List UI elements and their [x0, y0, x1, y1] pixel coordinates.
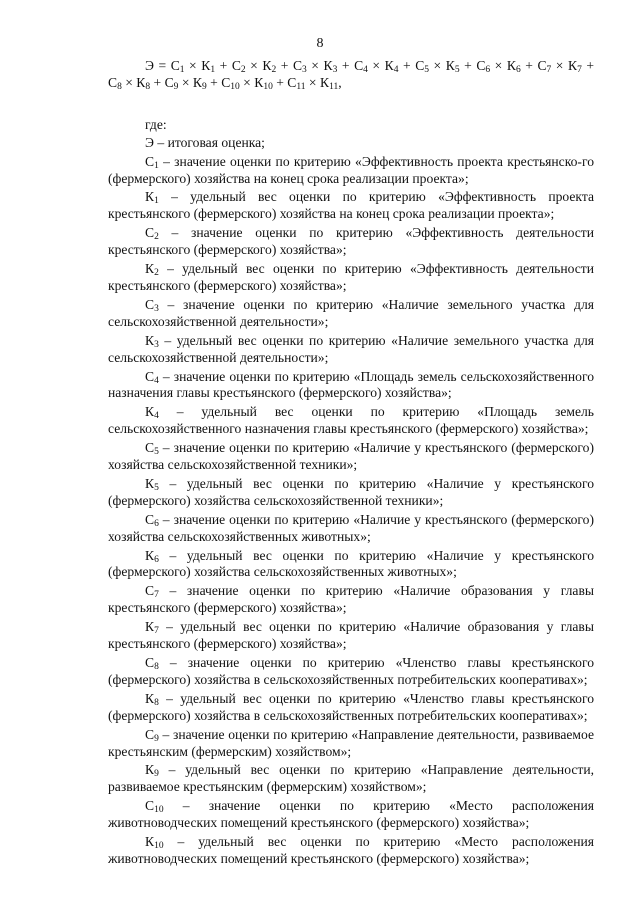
definition-subscript: 4: [154, 411, 159, 422]
formula-k-subscript: 4: [393, 65, 399, 75]
formula-term: $С_1 \times К_1$: [170, 58, 216, 75]
formula-k-symbol: К: [568, 58, 578, 73]
definition-subscript: 2: [154, 232, 159, 243]
definition-subscript: 5: [154, 447, 159, 458]
formula-k-symbol: К: [445, 58, 455, 73]
definition-subscript: 3: [154, 339, 159, 350]
definition-symbol: С: [145, 511, 155, 527]
definition-symbol: К: [145, 834, 155, 850]
definition-symbol: К: [145, 332, 155, 348]
definition-text: – удельный вес оценки по критерию «Наличие образования у главы крестьянского (фермерского) хозяйства»;: [108, 619, 594, 652]
definition-item: [108, 833, 594, 869]
definition-symbol: С: [145, 153, 155, 169]
definition-text: – значение оценки по критерию «Наличие у крестьянского (фермерского) хозяйства сельскохозяйственной техники»;: [108, 440, 594, 473]
definition-item: [108, 582, 594, 618]
formula-k-symbol: К: [201, 58, 211, 73]
formula-term: $С_4 \times К_4$: [354, 58, 399, 75]
definition-text: – удельный вес оценки по критерию «Площадь земель сельскохозяйственного назначения главы крестьянского (фермерского) хозяйства»;: [108, 404, 594, 437]
definition-symbol: С: [145, 655, 155, 670]
definition-symbol: К: [145, 690, 155, 706]
definition-item: [108, 511, 594, 547]
formula-k-symbol: К: [319, 74, 330, 90]
definition-symbol: С: [145, 368, 155, 384]
formula-k-subscript: 3: [332, 65, 338, 75]
formula-k-symbol: К: [506, 58, 516, 73]
definition-symbol: С: [145, 583, 155, 599]
formula-c-symbol: С: [164, 74, 174, 90]
definition-subscript: 9: [154, 733, 159, 744]
definition-subscript: 6: [154, 554, 159, 565]
definition-symbol: К: [145, 261, 155, 277]
formula-k-subscript: 1: [210, 65, 216, 75]
definition-item: [108, 134, 594, 153]
definition-text: – значение оценки по критерию «Членство главы крестьянского (фермерского) хозяйства в сельскохозяйственных потребительских кооперативах»;: [108, 655, 594, 687]
formula-c-symbol: С: [292, 58, 303, 73]
definition-symbol: К: [145, 619, 155, 635]
formula-k-symbol: К: [323, 58, 333, 73]
formula-c-symbol: С: [287, 74, 297, 90]
definition-symbol: С: [145, 296, 155, 312]
definition-item: [108, 618, 594, 654]
formula-k-symbol: К: [254, 74, 264, 90]
formula-k-subscript: 10: [263, 81, 273, 92]
definition-symbol: С: [145, 798, 155, 814]
formula-k-subscript: 5: [454, 65, 460, 75]
definition-item: [108, 439, 594, 475]
definition-item: [108, 797, 594, 833]
formula-c-symbol: С: [221, 74, 231, 90]
definition-item: [108, 403, 594, 439]
formula-c-symbol: С: [537, 58, 547, 73]
formula-term: $С_5 \times К_5$: [415, 58, 460, 75]
definition-text: – значение оценки по критерию «Эффективность деятельности крестьянского (фермерского) хозяйства»;: [108, 225, 594, 258]
definition-subscript: 1: [154, 196, 159, 207]
definition-symbol: С: [145, 440, 155, 456]
score-formula: $Э = С_1 \times К_1 + С_2 \times К_2 + С_3 \times К_3 + С_4 \times К_4 + С_5 \times К_5 + С_6 \times К_6 + С_7 \times К_7 + С_8 \times К_8 + С_9 \times К_9 + С_{10} \times К_{10} + С_{11} \times К_{11}$,: [108, 58, 595, 92]
formula-c-subscript: 8: [117, 81, 122, 92]
definition-text: – удельный вес оценки по критерию «Место расположения животноводческих помещений крестьянского (фермерского) хозяйства»;: [108, 834, 594, 866]
formula-k-subscript: 11: [329, 81, 339, 92]
formula-c-subscript: 9: [173, 81, 179, 92]
definition-text: – значение оценки по критерию «Наличие у крестьянского (фермерского) хозяйства сельскохозяйственных животных»;: [108, 511, 594, 544]
definition-symbol: К: [145, 475, 155, 491]
formula-c-symbol: С: [476, 58, 486, 73]
formula-c-subscript: 2: [240, 65, 246, 75]
definition-subscript: 7: [154, 590, 159, 601]
formula-c-symbol: С: [415, 58, 425, 73]
definition-text: – удельный вес оценки по критерию «Эффективность проекта крестьянского (фермерского) хозяйства на конец срока реализации проекта»;: [108, 189, 594, 222]
formula-c-subscript: 10: [230, 81, 240, 92]
definition-text: – значение оценки по критерию «Эффективность проекта крестьянско-го (фермерского) хозяйства на конец срока реализации проекта»;: [108, 153, 594, 186]
formula-c-subscript: 1: [179, 65, 185, 75]
definition-item: [108, 224, 594, 260]
definition-item: [108, 368, 594, 404]
definition-text: – значение оценки по критерию «Наличие земельного участка для сельскохозяйственной деятельности»;: [108, 296, 594, 329]
definition-text: – значение оценки по критерию «Наличие образования у главы крестьянского (фермерского) хозяйства»;: [108, 583, 594, 616]
definition-subscript: 10: [154, 841, 164, 852]
definition-subscript: 7: [154, 626, 159, 637]
definitions-list: [108, 134, 594, 869]
formula-c-subscript: 11: [296, 81, 306, 92]
definition-subscript: 2: [154, 268, 159, 279]
formula-c-symbol: С: [170, 58, 180, 73]
definition-symbol: К: [145, 547, 155, 563]
formula-c-symbol: С: [108, 74, 118, 90]
formula-term: $С_3 \times К_3$: [292, 58, 338, 75]
formula-c-subscript: 7: [546, 65, 552, 75]
definition-symbol: К: [145, 762, 155, 778]
definition-symbol: С: [145, 726, 155, 742]
formula-c-subscript: 4: [363, 65, 368, 75]
formula-result: Э =: [145, 58, 171, 73]
definition-subscript: 5: [154, 482, 159, 493]
formula-k-subscript: 8: [145, 81, 151, 92]
definition-subscript: 9: [154, 769, 159, 780]
definition-text: – удельный вес оценки по критерию «Эффективность деятельности крестьянского (фермерского) хозяйства»;: [108, 261, 594, 293]
definition-text: – значение оценки по критерию «Площадь земель сельскохозяйственного назначения главы крестьянского (фермерского) хозяйства»;: [108, 368, 594, 401]
definition-text: – итоговая оценка;: [153, 134, 265, 150]
definition-text: – значение оценки по критерию «Направление деятельности, развиваемое крестьянским (фермерским) хозяйством»;: [108, 726, 594, 759]
definition-item: [108, 188, 594, 224]
definition-subscript: 10: [154, 805, 164, 816]
formula-k-subscript: 6: [515, 65, 521, 75]
formula-term: $С_2 \times К_2$: [231, 58, 277, 75]
definition-subscript: 4: [154, 375, 159, 386]
definition-text: – удельный вес оценки по критерию «Членство главы крестьянского (фермерского) хозяйства в сельскохозяйственных потребительских кооперативах»;: [108, 690, 594, 723]
definition-text: – удельный вес оценки по критерию «Наличие земельного участка для сельскохозяйственной деятельности»;: [108, 332, 594, 365]
formula-c-subscript: 5: [424, 65, 430, 75]
formula-term: $С_9 \times К_9$: [164, 74, 207, 92]
formula-c-symbol: С: [354, 58, 364, 73]
definition-item: [108, 547, 594, 583]
definition-text: – удельный вес оценки по критерию «Направление деятельности, развиваемое крестьянским (фермерским) хозяйством»;: [108, 762, 594, 795]
document-body: [108, 58, 594, 869]
formula-k-symbol: К: [192, 74, 202, 90]
definition-text: – значение оценки по критерию «Место расположения животноводческих помещений крестьянского (фермерского) хозяйства»;: [108, 798, 594, 831]
formula-c-subscript: 3: [302, 65, 307, 75]
formula-c-symbol: С: [231, 58, 241, 73]
formula-k-symbol: К: [262, 58, 272, 73]
definition-item: [108, 153, 594, 189]
definition-item: [108, 654, 594, 690]
definition-symbol: С: [145, 225, 155, 241]
definition-text: – удельный вес оценки по критерию «Наличие у крестьянского (фермерского) хозяйства сельскохозяйственной техники»;: [108, 475, 594, 508]
formula-k-symbol: К: [136, 74, 146, 90]
formula-term: $С_8 \times К_8$: [108, 74, 151, 92]
definition-item: [108, 296, 594, 332]
definition-item: [108, 475, 594, 511]
where-label: где:: [145, 116, 167, 132]
definition-symbol: К: [145, 189, 155, 205]
definition-text: – удельный вес оценки по критерию «Наличие у крестьянского (фермерского) хозяйства сельскохозяйственных животных»;: [108, 547, 594, 580]
definition-item: [108, 260, 594, 296]
definition-subscript: 8: [154, 697, 159, 708]
formula-term: $С_6 \times К_6$: [476, 58, 521, 75]
formula-c-subscript: 6: [485, 65, 491, 75]
definition-item: [108, 332, 594, 368]
formula-k-subscript: 7: [577, 65, 582, 75]
definition-subscript: 6: [154, 518, 159, 529]
formula-k-symbol: К: [384, 58, 394, 73]
definition-subscript: 8: [154, 662, 159, 672]
formula-term: $С_7 \times К_7$: [537, 58, 582, 75]
page-number: 8: [316, 36, 324, 51]
definition-item: [108, 726, 594, 762]
definition-symbol: Э: [145, 134, 154, 150]
definition-subscript: 1: [154, 160, 159, 171]
definition-symbol: К: [145, 404, 155, 420]
definition-item: [108, 761, 594, 797]
definition-subscript: 3: [154, 303, 159, 314]
formula-term: $С_{10} \times К_{10}$: [221, 74, 273, 92]
formula-k-subscript: 9: [201, 81, 207, 92]
formula-k-subscript: 2: [271, 65, 277, 75]
formula-term: $С_{11} \times К_{11}$: [287, 74, 339, 92]
definition-item: [108, 690, 594, 726]
